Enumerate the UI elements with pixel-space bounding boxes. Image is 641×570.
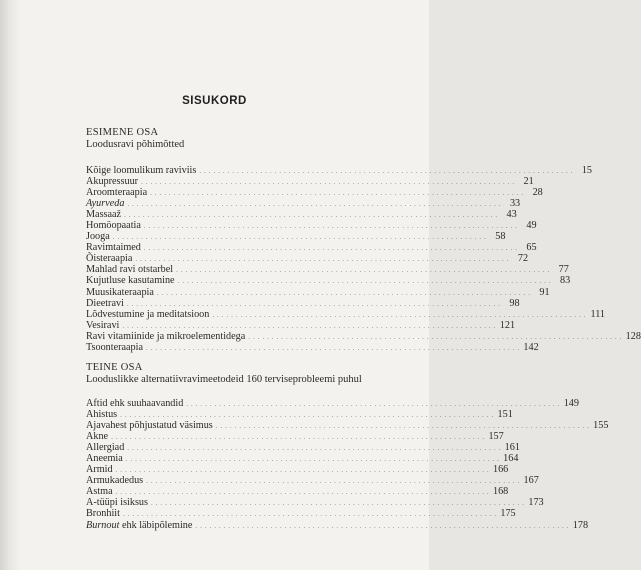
dot-leader: . . . . . . . . . . . . . . . . . . . . . . . . . . . . . . . . . . . . . . . . . . . . . . . . . . . . . . . . . . . . . . . . . . . . . . . . . . . . . . . . — [195, 521, 570, 530]
toc-entry — [86, 198, 521, 210]
dot-leader: . . . . . . . . . . . . . . . . . . . . . . . . . . . . . . . . . . . . . . . . . . . . . . . . . . . . . . . . . . . . . . . . . . . . . . . . . . . . . . . . — [146, 477, 520, 486]
toc-entry-title: Bronhiit — [86, 508, 120, 520]
toc-entry — [86, 341, 539, 353]
toc-entry — [86, 264, 569, 276]
dot-leader: . . . . . . . . . . . . . . . . . . . . . . . . . . . . . . . . . . . . . . . . . . . . . . . . . . . . . . . . . . . . . . . . . . . . . . . . . . . . . . . . — [112, 233, 487, 242]
toc-entry-page: 21 — [523, 176, 534, 188]
dot-leader: . . . . . . . . . . . . . . . . . . . . . . . . . . . . . . . . . . . . . . . . . . . . . . . . . . . . . . . . . . . . . . . . . . . . . . . . . . . . . . . . — [122, 510, 497, 519]
toc-entry-page: 175 — [500, 508, 516, 520]
toc-entry-page: 168 — [492, 486, 509, 498]
toc-entry — [86, 220, 537, 232]
toc-entry — [86, 297, 520, 309]
toc-entry-page: 72 — [517, 253, 529, 265]
toc-entry-title: Ayurveda — [86, 198, 125, 210]
toc-entry — [86, 308, 606, 320]
toc-entry-title: Aneemia — [86, 453, 123, 465]
dot-leader: . . . . . . . . . . . . . . . . . . . . . . . . . . . . . . . . . . . . . . . . . . . . . . . . . . . . . . . . . . . . . . . . . . . . . . . . . . . . . . . . — [127, 444, 501, 453]
toc-entry — [86, 453, 519, 465]
toc-entry-page: 111 — [590, 308, 606, 320]
toc-entry-page: 98 — [509, 297, 520, 309]
toc-entry — [86, 187, 543, 199]
toc-entry-title: Aroomteraapia — [86, 187, 148, 199]
toc-entry — [86, 275, 571, 287]
toc-list — [86, 165, 641, 353]
toc-entry-title: Ravi vitamiinide ja mikroelementidega — [86, 330, 246, 342]
dot-leader: . . . . . . . . . . . . . . . . . . . . . . . . . . . . . . . . . . . . . . . . . . . . . . . . . . . . . . . . . . . . . . . . . . . . . . . . . . . . . . . . — [141, 178, 515, 187]
dot-leader: . . . . . . . . . . . . . . . . . . . . . . . . . . . . . . . . . . . . . . . . . . . . . . . . . . . . . . . . . . . . . . . . . . . . . . . . . . . . . . . . — [199, 167, 574, 175]
toc-entry-title: Massaaž — [86, 209, 122, 221]
dot-leader: . . . . . . . . . . . . . . . . . . . . . . . . . . . . . . . . . . . . . . . . . . . . . . . . . . . . . . . . . . . . . . . . . . . . . . . . . . . . . . . . — [176, 266, 550, 275]
toc-entry — [86, 464, 509, 476]
toc-entry-page: 128 — [625, 330, 641, 342]
dot-leader: . . . . . . . . . . . . . . . . . . . . . . . . . . . . . . . . . . . . . . . . . . . . . . . . . . . . . . . . . . . . . . . . . . . . . . . . . . . . . . . . — [143, 222, 518, 231]
toc-entry — [86, 319, 516, 331]
dot-leader: . . . . . . . . . . . . . . . . . . . . . . . . . . . . . . . . . . . . . . . . . . . . . . . . . . . . . . . . . . . . . . . . . . . . . . . . . . . . . . . . — [212, 310, 587, 319]
toc-entry-title: Ahistus — [86, 409, 118, 421]
toc-list — [86, 398, 609, 531]
toc-entry-title: Mahlad ravi otstarbel — [86, 264, 174, 276]
toc-entry-title: Homöopaatia — [86, 220, 141, 232]
toc-entry — [86, 475, 539, 487]
toc-entry — [86, 497, 544, 509]
dot-leader: . . . . . . . . . . . . . . . . . . . . . . . . . . . . . . . . . . . . . . . . . . . . . . . . . . . . . . . . . . . . . . . . . . . . . . . . . . . . . . . . — [120, 411, 494, 420]
toc-entry — [86, 242, 537, 254]
toc-entry-page: 149 — [563, 398, 579, 409]
toc-entry-page: 142 — [523, 341, 539, 353]
toc-entry — [86, 176, 534, 188]
toc-entry-page: 33 — [509, 198, 521, 210]
toc-entry — [86, 409, 513, 421]
toc-entry-title: Akne — [86, 431, 109, 443]
page-spine-shadow — [0, 0, 20, 570]
dot-leader: . . . . . . . . . . . . . . . . . . . . . . . . . . . . . . . . . . . . . . . . . . . . . . . . . . . . . . . . . . . . . . . . . . . . . . . . . . . . . . . . — [186, 400, 560, 408]
toc-entry — [86, 442, 520, 454]
toc-entry-title: Ajavahest põhjustatud väsimus — [86, 420, 213, 432]
toc-entry — [86, 253, 529, 265]
toc-entry-page: 121 — [499, 319, 516, 331]
part-subtitle: Looduslikke alternatiivravimeetodeid 160 terviseprobleemi puhul — [86, 374, 362, 385]
toc-entry-title: Armukadedus — [86, 475, 144, 487]
toc-entry-page: 91 — [539, 286, 550, 298]
toc-entry-page: 151 — [497, 409, 513, 421]
page-title: SISUKORD — [182, 95, 247, 107]
dot-leader: . . . . . . . . . . . . . . . . . . . . . . . . . . . . . . . . . . . . . . . . . . . . . . . . . . . . . . . . . . . . . . . . . . . . . . . . . . . . . . . . — [135, 255, 510, 264]
dot-leader: . . . . . . . . . . . . . . . . . . . . . . . . . . . . . . . . . . . . . . . . . . . . . . . . . . . . . . . . . . . . . . . . . . . . . . . . . . . . . . . . — [124, 211, 498, 220]
toc-entry — [86, 519, 589, 531]
toc-entry — [86, 398, 579, 409]
dot-leader: . . . . . . . . . . . . . . . . . . . . . . . . . . . . . . . . . . . . . . . . . . . . . . . . . . . . . . . . . . . . . . . . . . . . . . . . . . . . . . . . — [115, 488, 490, 497]
toc-entry-page: 65 — [526, 242, 537, 254]
part-one — [86, 127, 641, 353]
toc-entry-page: 167 — [523, 475, 539, 487]
toc-entry-title-italic: Burnout — [86, 519, 120, 531]
toc-entry — [86, 209, 517, 221]
toc-entry-title: Dieetravi — [86, 297, 124, 309]
toc-entry-page: 77 — [558, 264, 569, 276]
dot-leader: . . . . . . . . . . . . . . . . . . . . . . . . . . . . . . . . . . . . . . . . . . . . . . . . . . . . . . . . . . . . . . . . . . . . . . . . . . . . . . . . — [122, 321, 497, 330]
toc-entry-title: Lõdvestumine ja meditatsioon — [86, 308, 210, 320]
dot-leader: . . . . . . . . . . . . . . . . . . . . . . . . . . . . . . . . . . . . . . . . . . . . . . . . . . . . . . . . . . . . . . . . . . . . . . . . . . . . . . . . — [125, 455, 500, 464]
dot-leader: . . . . . . . . . . . . . . . . . . . . . . . . . . . . . . . . . . . . . . . . . . . . . . . . . . . . . . . . . . . . . . . . . . . . . . . . . . . . . . . . — [177, 277, 552, 286]
toc-entry — [86, 431, 504, 443]
toc-entry-page: 49 — [526, 220, 537, 232]
toc-entry-title: Õisteraapia — [86, 253, 133, 265]
toc-entry — [86, 486, 509, 498]
toc-entry-page: 164 — [503, 453, 519, 465]
toc-entry-title — [86, 520, 192, 531]
toc-entry-title: Armid — [86, 464, 113, 476]
toc-entry-page: 157 — [488, 431, 504, 443]
dot-leader: . . . . . . . . . . . . . . . . . . . . . . . . . . . . . . . . . . . . . . . . . . . . . . . . . . . . . . . . . . . . . . . . . . . . . . . . . . . . . . . . — [111, 433, 485, 442]
part-label: ESIMENE OSA — [86, 127, 159, 138]
toc-entry-title: Allergiad — [86, 442, 125, 454]
part-two — [86, 362, 609, 531]
toc-entry — [86, 508, 516, 520]
toc-entry-title: Aftid ehk suuhaavandid — [86, 398, 184, 409]
toc-entry-title: Kujutluse kasutamine — [86, 275, 175, 287]
dot-leader: . . . . . . . . . . . . . . . . . . . . . . . . . . . . . . . . . . . . . . . . . . . . . . . . . . . . . . . . . . . . . . . . . . . . . . . . . . . . . . . . — [126, 299, 501, 308]
toc-entry-page: 58 — [495, 231, 506, 243]
toc-entry-title: Muusikateraapia — [86, 286, 154, 298]
toc-entry-page: 43 — [506, 209, 517, 221]
toc-entry — [86, 231, 506, 243]
dot-leader: . . . . . . . . . . . . . . . . . . . . . . . . . . . . . . . . . . . . . . . . . . . . . . . . . . . . . . . . . . . . . . . . . . . . . . . . . . . . . . . . — [143, 244, 518, 253]
dot-leader: . . . . . . . . . . . . . . . . . . . . . . . . . . . . . . . . . . . . . . . . . . . . . . . . . . . . . . . . . . . . . . . . . . . . . . . . . . . . . . . . — [156, 288, 531, 297]
toc-entry-title: Kõige loomulikum raviviis — [86, 165, 197, 176]
dot-leader: . . . . . . . . . . . . . . . . . . . . . . . . . . . . . . . . . . . . . . . . . . . . . . . . . . . . . . . . . . . . . . . . . . . . . . . . . . . . . . . . — [215, 422, 590, 431]
toc-entry-page: 173 — [528, 497, 544, 509]
dot-leader: . . . . . . . . . . . . . . . . . . . . . . . . . . . . . . . . . . . . . . . . . . . . . . . . . . . . . . . . . . . . . . . . . . . . . . . . . . . . . . . . — [150, 499, 525, 508]
toc-entry — [86, 420, 609, 432]
dot-leader: . . . . . . . . . . . . . . . . . . . . . . . . . . . . . . . . . . . . . . . . . . . . . . . . . . . . . . . . . . . . . . . . . . . . . . . . . . . . . . . . — [115, 466, 490, 475]
toc-entry-page: 166 — [492, 464, 509, 476]
toc-entry-page: 161 — [504, 442, 520, 454]
toc-entry-title-rest: ehk läbipõlemine — [119, 519, 193, 531]
toc-entry — [86, 286, 550, 298]
toc-entry-page: 15 — [581, 165, 593, 176]
part-subtitle: Loodusravi põhimõtted — [86, 139, 185, 150]
toc-entry-title: Jooga — [86, 231, 110, 243]
dot-leader: . . . . . . . . . . . . . . . . . . . . . . . . . . . . . . . . . . . . . . . . . . . . . . . . . . . . . . . . . . . . . . . . . . . . . . . . . . . . . . . . — [146, 343, 520, 352]
toc-entry-title: Ravimtaimed — [86, 242, 141, 254]
toc-entry-page: 178 — [572, 519, 589, 531]
toc-entry-title: Astma — [86, 486, 113, 498]
part-label: TEINE OSA — [86, 362, 143, 373]
toc-entry-page: 155 — [593, 420, 609, 432]
toc-entry-title: Vesiravi — [86, 319, 120, 331]
dot-leader: . . . . . . . . . . . . . . . . . . . . . . . . . . . . . . . . . . . . . . . . . . . . . . . . . . . . . . . . . . . . . . . . . . . . . . . . . . . . . . . . — [127, 200, 502, 209]
toc-entry — [86, 165, 593, 176]
toc-entry-title: Tsoonteraapia — [86, 341, 143, 353]
toc-entry — [86, 330, 641, 342]
toc-entry-title: Akupressuur — [86, 176, 139, 188]
toc-entry-title: A-tüüpi isiksus — [86, 497, 148, 509]
dot-leader: . . . . . . . . . . . . . . . . . . . . . . . . . . . . . . . . . . . . . . . . . . . . . . . . . . . . . . . . . . . . . . . . . . . . . . . . . . . . . . . . — [150, 189, 524, 198]
dot-leader: . . . . . . . . . . . . . . . . . . . . . . . . . . . . . . . . . . . . . . . . . . . . . . . . . . . . . . . . . . . . . . . . . . . . . . . . . . . . . . . . — [248, 332, 622, 341]
toc-entry-page: 83 — [560, 275, 571, 287]
toc-entry-page: 28 — [532, 187, 543, 199]
